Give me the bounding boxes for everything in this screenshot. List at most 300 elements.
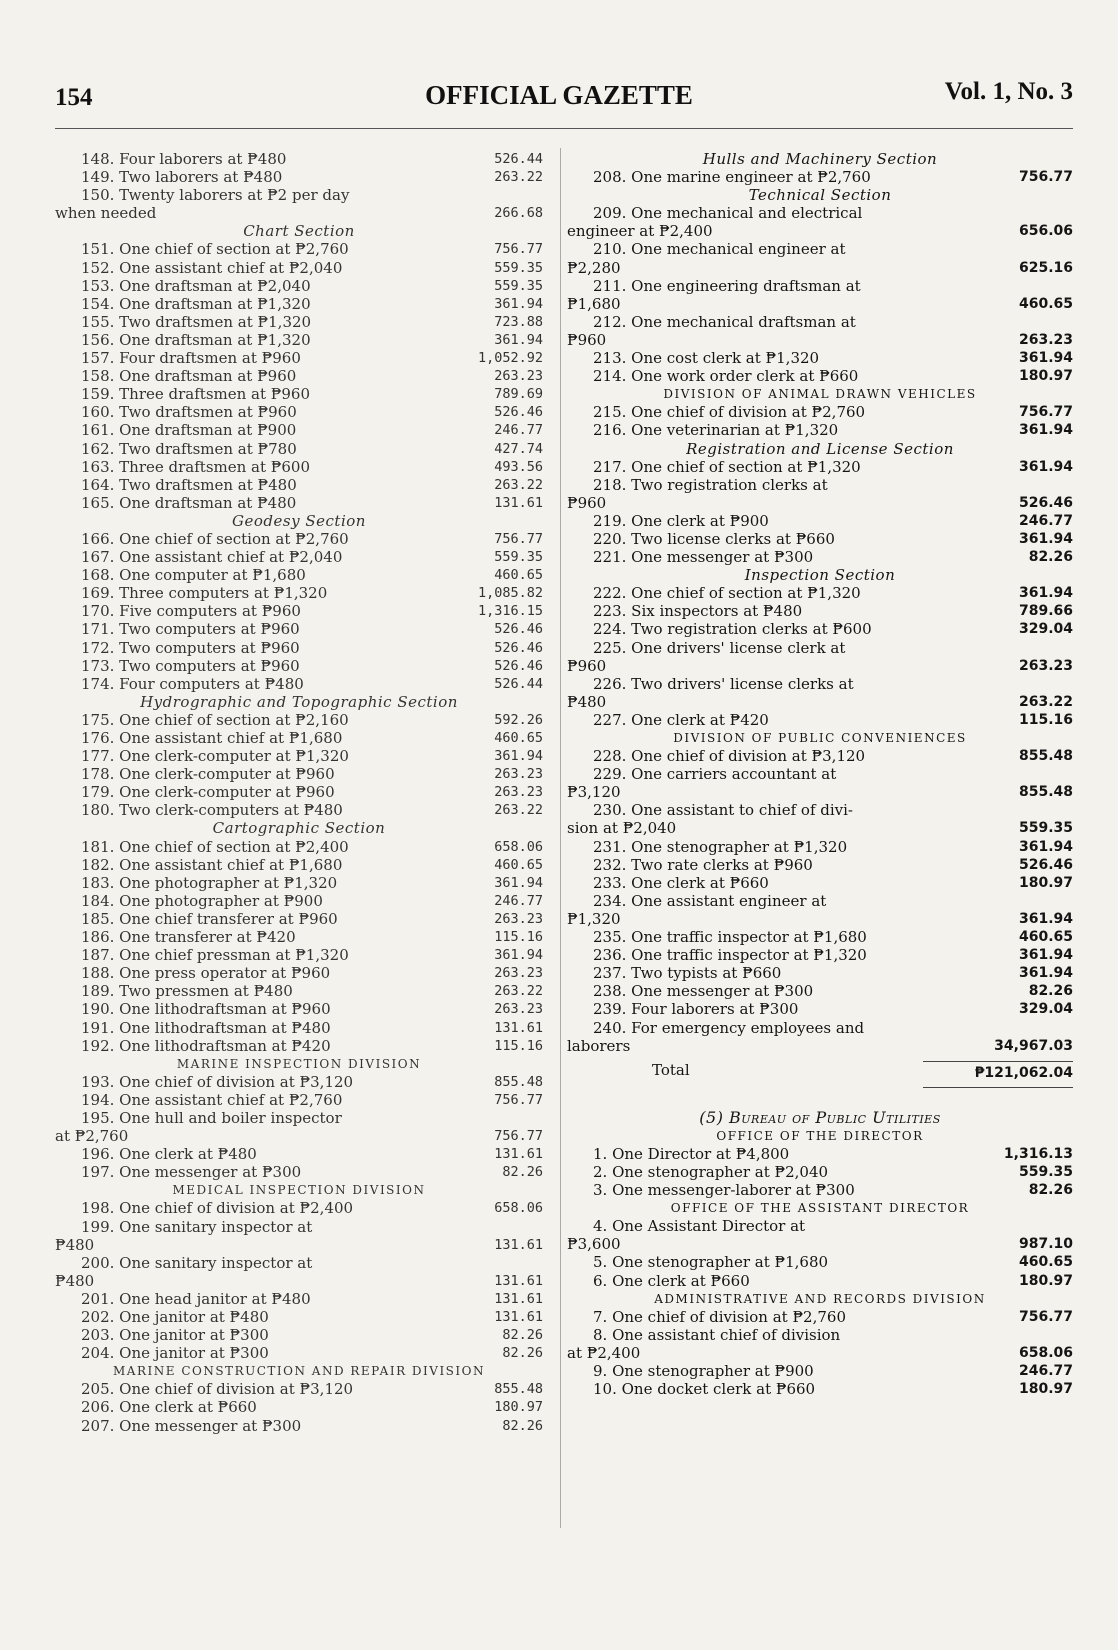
entry-text: ₱1,680 [567, 294, 621, 313]
line-item [55, 494, 543, 512]
entry-text: Chart Section [243, 222, 355, 241]
entry-amount: 263.23 [494, 784, 543, 801]
line-item [567, 476, 1073, 494]
entry-text: ₱960 [567, 493, 607, 512]
entry-text: 202. One janitor at ₱480 [81, 1308, 269, 1326]
entry-text: 211. One engineering draftsman at [593, 276, 861, 295]
line-item [567, 1000, 1073, 1018]
entry-text: at ₱2,760 [55, 1127, 129, 1146]
entry-amount: 115.16 [1018, 711, 1073, 728]
line-item-continuation [567, 331, 1073, 349]
line-item [55, 657, 543, 675]
line-item [567, 240, 1073, 258]
total-row [567, 1061, 1073, 1085]
entry-text: 191. One lithodraftsman at ₱480 [81, 1018, 331, 1037]
line-item [55, 620, 543, 638]
line-item [55, 168, 543, 186]
line-item [567, 801, 1073, 819]
entry-amount: 329.04 [1018, 621, 1073, 638]
entry-amount: 526.46 [1018, 494, 1073, 511]
line-item [567, 1362, 1073, 1380]
line-item [55, 639, 543, 657]
line-item [567, 765, 1073, 783]
entry-text: 156. One draftsman at ₱1,320 [81, 330, 311, 349]
line-item [55, 530, 543, 548]
entry-text: Registration and License Section [686, 439, 954, 458]
entry-text: 181. One chief of section at ₱2,400 [81, 837, 349, 856]
entry-amount: 526.44 [494, 151, 543, 167]
line-item [55, 277, 543, 295]
entry-amount: 559.35 [1018, 1163, 1073, 1180]
line-item [567, 313, 1073, 331]
line-item [567, 1308, 1073, 1326]
entry-text: 231. One stenographer at ₱1,320 [593, 837, 848, 856]
entry-amount: 658.06 [494, 1200, 543, 1217]
line-item [567, 675, 1073, 693]
entry-text: 229. One carriers accountant at [593, 765, 837, 784]
entry-text: 233. One clerk at ₱660 [593, 873, 769, 892]
entry-amount: 263.23 [494, 965, 543, 982]
entry-amount: 246.77 [494, 422, 543, 439]
entry-text: Technical Section [748, 186, 892, 205]
entry-text: 228. One chief of division at ₱3,120 [593, 747, 866, 766]
line-item-continuation [567, 1344, 1073, 1362]
entry-text: 216. One veterinarian at ₱1,320 [593, 421, 839, 440]
entry-amount: 180.97 [1018, 874, 1073, 891]
entry-amount: 180.97 [1018, 1272, 1073, 1289]
line-item [55, 1019, 543, 1037]
entry-amount: 559.35 [1018, 820, 1073, 837]
entry-amount: 361.94 [1018, 530, 1073, 547]
line-item-continuation [55, 204, 543, 222]
entry-amount: 1,316.13 [1003, 1145, 1073, 1162]
line-item [567, 946, 1073, 964]
entry-amount: 246.77 [1018, 512, 1073, 529]
entry-amount: 526.44 [494, 675, 543, 692]
entry-text: 223. Six inspectors at ₱480 [593, 602, 803, 621]
line-item [55, 711, 543, 729]
entry-text: 6. One clerk at ₱660 [593, 1271, 750, 1290]
entry-amount: 789.66 [1018, 603, 1073, 620]
division-heading [55, 1181, 543, 1199]
entry-amount: 855.48 [1018, 784, 1073, 801]
entry-text: MARINE INSPECTION DIVISION [176, 1056, 422, 1071]
entry-text: Inspection Section [744, 566, 896, 585]
line-item [55, 1218, 543, 1236]
line-item [55, 259, 543, 277]
line-item [567, 548, 1073, 566]
entry-text: 176. One assistant chief at ₱1,680 [81, 729, 343, 747]
entry-text: 168. One computer at ₱1,680 [81, 566, 306, 585]
entry-amount: 263.23 [494, 766, 543, 783]
entry-amount: 131.61 [494, 1309, 543, 1325]
line-item [567, 421, 1073, 439]
entry-amount: 460.65 [494, 567, 543, 584]
entry-text: 175. One chief of section at ₱2,160 [81, 710, 349, 729]
entry-text: ₱960 [567, 330, 607, 349]
entry-amount: 131.61 [494, 1236, 543, 1253]
entry-amount: 361.94 [1018, 422, 1073, 439]
line-item [55, 367, 543, 385]
line-item-continuation [55, 1272, 543, 1290]
entry-text: 161. One draftsman at ₱900 [81, 421, 297, 440]
line-item [55, 1199, 543, 1217]
line-item [55, 295, 543, 313]
entry-amount: 427.74 [494, 440, 543, 457]
line-item [567, 512, 1073, 530]
line-item [55, 1380, 543, 1398]
entry-text: 184. One photographer at ₱900 [81, 891, 323, 910]
entry-text: 234. One assistant engineer at [593, 891, 827, 910]
entry-text: 182. One assistant chief at ₱1,680 [81, 855, 343, 874]
line-item [567, 367, 1073, 385]
entry-amount: 1,085.82 [477, 585, 543, 602]
line-item [55, 476, 543, 494]
entry-text: MEDICAL INSPECTION DIVISION [172, 1183, 426, 1198]
entry-text: ₱3,600 [567, 1235, 621, 1254]
entry-amount: 263.22 [494, 476, 543, 493]
line-item [55, 1290, 543, 1308]
line-item [55, 349, 543, 367]
entry-text: sion at ₱2,040 [567, 819, 677, 838]
line-item [55, 1163, 543, 1181]
section-heading [567, 150, 1073, 168]
division-heading [567, 1199, 1073, 1217]
line-item [55, 240, 543, 258]
entry-amount: 526.46 [494, 657, 543, 674]
line-item [55, 964, 543, 982]
entry-text: (5) Bureau of Public Utilities [699, 1107, 941, 1127]
entry-amount: 361.94 [494, 748, 543, 765]
entry-amount: 756.77 [1018, 404, 1073, 421]
division-heading [55, 1055, 543, 1073]
line-item-continuation [567, 819, 1073, 837]
entry-amount: 361.94 [494, 874, 543, 891]
line-item [55, 1417, 543, 1435]
entry-text: 188. One press operator at ₱960 [81, 964, 331, 983]
line-item-continuation [567, 1037, 1073, 1055]
entry-text: 232. Two rate clerks at ₱960 [593, 855, 813, 874]
entry-text: 10. One docket clerk at ₱660 [593, 1380, 816, 1399]
line-item [55, 186, 543, 204]
entry-text: Hydrographic and Topographic Section [140, 692, 458, 711]
line-item [55, 385, 543, 403]
entry-text: 154. One draftsman at ₱1,320 [81, 294, 311, 313]
entry-text: 210. One mechanical engineer at [593, 240, 846, 259]
entry-text: 163. Three draftsmen at ₱600 [81, 457, 311, 476]
line-item [55, 458, 543, 476]
entry-text: 238. One messenger at ₱300 [593, 982, 814, 1001]
section-heading [55, 222, 543, 240]
entry-amount: 263.22 [494, 802, 543, 819]
line-item [55, 1109, 543, 1127]
entry-amount: 115.16 [494, 1037, 543, 1054]
entry-amount: 246.77 [494, 892, 543, 909]
line-item [55, 584, 543, 602]
entry-text: ₱480 [55, 1235, 95, 1254]
entry-amount: 658.06 [1018, 1344, 1073, 1361]
entry-amount: ₱121,062.04 [923, 1061, 1073, 1082]
line-item [567, 403, 1073, 421]
entry-text: 169. Three computers at ₱1,320 [81, 584, 328, 603]
entry-amount: 756.77 [494, 530, 543, 547]
entry-amount: 263.23 [494, 910, 543, 927]
entry-amount: 361.94 [1018, 585, 1073, 602]
entry-amount: 1,316.15 [477, 603, 543, 620]
entry-text: 193. One chief of division at ₱3,120 [81, 1072, 354, 1091]
entry-text: 199. One sanitary inspector at [81, 1217, 313, 1236]
entry-amount: 361.94 [494, 331, 543, 348]
entry-text: when needed [55, 204, 157, 223]
entry-amount: 82.26 [502, 1327, 543, 1344]
entry-text: 207. One messenger at ₱300 [81, 1416, 302, 1435]
entry-amount: 263.22 [494, 169, 543, 186]
line-item [567, 982, 1073, 1000]
entry-amount: 263.23 [1018, 657, 1073, 674]
line-item-continuation [567, 222, 1073, 240]
line-item [567, 584, 1073, 602]
entry-amount: 246.77 [1018, 1363, 1073, 1379]
entry-text: 217. One chief of section at ₱1,320 [593, 457, 861, 476]
entry-text: 190. One lithodraftsman at ₱960 [81, 1000, 331, 1019]
entry-text: 219. One clerk at ₱900 [593, 511, 769, 530]
line-item [567, 892, 1073, 910]
entry-text: 220. Two license clerks at ₱660 [593, 529, 835, 548]
entry-amount: 361.94 [494, 295, 543, 312]
line-item [567, 1181, 1073, 1199]
line-item [567, 964, 1073, 982]
line-item [55, 421, 543, 439]
entry-amount: 460.65 [1018, 929, 1073, 946]
entry-text: 225. One drivers' license clerk at [593, 638, 846, 657]
entry-amount: 756.77 [494, 241, 543, 258]
entry-text: 197. One messenger at ₱300 [81, 1163, 302, 1182]
line-item [55, 440, 543, 458]
entry-text: 215. One chief of division at ₱2,760 [593, 403, 866, 422]
line-item [55, 946, 543, 964]
entry-text: 171. Two computers at ₱960 [81, 620, 300, 639]
entry-text: 230. One assistant to chief of divi- [593, 801, 854, 820]
entry-amount: 263.22 [1018, 693, 1073, 710]
entry-amount: 987.10 [1018, 1236, 1073, 1253]
entry-amount: 131.61 [494, 1019, 543, 1036]
line-item [55, 1091, 543, 1109]
entry-text: 192. One lithodraftsman at ₱420 [81, 1036, 331, 1055]
line-item [55, 982, 543, 1000]
entry-text: 160. Two draftsmen at ₱960 [81, 403, 297, 422]
line-item-continuation [567, 259, 1073, 277]
entry-amount: 115.16 [494, 929, 543, 946]
line-item [55, 1344, 543, 1362]
right-column [567, 150, 1073, 1398]
entry-text: ₱3,120 [567, 783, 621, 802]
page-number: 154 [55, 84, 93, 111]
line-item [55, 838, 543, 856]
column-divider [560, 148, 561, 1528]
entry-amount: 361.94 [1018, 350, 1073, 367]
line-item [567, 856, 1073, 874]
entry-text: 7. One chief of division at ₱2,760 [593, 1307, 846, 1326]
entry-amount: 526.46 [494, 621, 543, 638]
line-item-continuation [567, 657, 1073, 675]
line-item [567, 1253, 1073, 1271]
line-item [567, 204, 1073, 222]
publication-title: OFFICIAL GAZETTE [425, 80, 693, 110]
entry-amount: 789.69 [494, 386, 543, 403]
entry-text: 153. One draftsman at ₱2,040 [81, 276, 311, 295]
entry-text: 152. One assistant chief at ₱2,040 [81, 258, 343, 277]
division-heading [567, 1127, 1073, 1145]
line-item-continuation [567, 1235, 1073, 1253]
entry-amount: 625.16 [1018, 259, 1073, 276]
line-item [55, 856, 543, 874]
line-item [567, 458, 1073, 476]
line-item-continuation [567, 910, 1073, 928]
line-item [55, 331, 543, 349]
spacer [567, 1085, 1073, 1109]
entry-text: 3. One messenger-laborer at ₱300 [593, 1181, 855, 1200]
entry-text: ₱2,280 [567, 258, 621, 277]
entry-text: 237. Two typists at ₱660 [593, 964, 782, 983]
line-item [567, 530, 1073, 548]
division-heading [567, 729, 1073, 747]
line-item [567, 874, 1073, 892]
line-item [55, 313, 543, 331]
line-item [567, 602, 1073, 620]
line-item [567, 928, 1073, 946]
entry-amount: 180.97 [494, 1399, 543, 1416]
line-item [55, 747, 543, 765]
entry-text: 183. One photographer at ₱1,320 [81, 873, 338, 892]
entry-text: 204. One janitor at ₱300 [81, 1344, 269, 1363]
line-item-continuation [55, 1127, 543, 1145]
line-item [55, 548, 543, 566]
entry-amount: 460.65 [494, 856, 543, 873]
entry-text: 177. One clerk-computer at ₱1,320 [81, 747, 349, 766]
line-item [55, 1398, 543, 1416]
entry-text: 155. Two draftsmen at ₱1,320 [81, 312, 312, 331]
section-heading [55, 693, 543, 711]
entry-text: 2. One stenographer at ₱2,040 [593, 1162, 829, 1181]
line-item [55, 729, 543, 747]
entry-amount: 756.77 [1018, 1308, 1073, 1325]
entry-text: 186. One transferer at ₱420 [81, 928, 296, 947]
line-item [567, 620, 1073, 638]
entry-text: DIVISION OF PUBLIC CONVENIENCES [673, 731, 967, 745]
entry-text: 164. Two draftsmen at ₱480 [81, 475, 297, 494]
entry-text: 222. One chief of section at ₱1,320 [593, 584, 861, 603]
line-item [55, 1037, 543, 1055]
line-item-continuation [567, 494, 1073, 512]
entry-amount: 756.77 [494, 1128, 543, 1145]
line-item [567, 1217, 1073, 1235]
entry-text: 187. One chief pressman at ₱1,320 [81, 946, 349, 965]
entry-amount: 131.61 [494, 494, 543, 511]
entry-amount: 559.35 [494, 277, 543, 294]
line-item [567, 168, 1073, 186]
entry-amount: 855.48 [1018, 748, 1073, 765]
entry-text: 200. One sanitary inspector at [81, 1253, 313, 1272]
entry-text: 185. One chief transferer at ₱960 [81, 909, 338, 928]
line-item [55, 675, 543, 693]
entry-text: 9. One stenographer at ₱900 [593, 1362, 814, 1380]
entry-text: 178. One clerk-computer at ₱960 [81, 765, 335, 784]
entry-amount: 855.48 [494, 1073, 543, 1090]
entry-text: DIVISION OF ANIMAL DRAWN VEHICLES [663, 387, 977, 402]
entry-amount: 460.65 [1018, 1254, 1073, 1271]
line-item [567, 639, 1073, 657]
division-heading [55, 1362, 543, 1380]
entry-amount: 526.46 [1018, 856, 1073, 873]
entry-amount: 658.06 [494, 838, 543, 855]
entry-text: 205. One chief of division at ₱3,120 [81, 1380, 354, 1399]
section-heading [55, 819, 543, 837]
entry-amount: 82.26 [502, 1345, 543, 1362]
line-item [55, 874, 543, 892]
entry-amount: 266.68 [494, 205, 543, 222]
entry-text: Geodesy Section [232, 511, 366, 530]
line-item [567, 1019, 1073, 1037]
section-heading [567, 566, 1073, 584]
entry-text: 201. One head janitor at ₱480 [81, 1289, 311, 1308]
line-item [55, 566, 543, 584]
entry-text: 226. Two drivers' license clerks at [593, 674, 854, 693]
division-heading [567, 1290, 1073, 1308]
line-item [567, 1145, 1073, 1163]
entry-amount: 559.35 [494, 549, 543, 566]
entry-text: ₱480 [55, 1271, 95, 1290]
entry-text: 189. Two pressmen at ₱480 [81, 982, 293, 1001]
entry-text: 150. Twenty laborers at ₱2 per day [81, 186, 350, 205]
line-item [55, 1326, 543, 1344]
entry-amount: 361.94 [1018, 947, 1073, 964]
entry-text: 159. Three draftsmen at ₱960 [81, 385, 311, 404]
entry-text: 221. One messenger at ₱300 [593, 548, 814, 567]
entry-amount: 131.61 [494, 1146, 543, 1163]
entry-text: ₱480 [567, 692, 607, 711]
line-item [55, 783, 543, 801]
entry-text: 165. One draftsman at ₱480 [81, 493, 297, 512]
line-item [567, 1272, 1073, 1290]
entry-amount: 460.65 [494, 730, 543, 746]
line-item [55, 403, 543, 421]
line-item [567, 1163, 1073, 1181]
section-heading [567, 440, 1073, 458]
line-item-continuation [567, 783, 1073, 801]
entry-text: 208. One marine engineer at ₱2,760 [593, 168, 871, 187]
entry-amount: 263.23 [1018, 331, 1073, 348]
line-item-continuation [55, 1236, 543, 1254]
entry-amount: 756.77 [1018, 169, 1073, 186]
line-item [567, 711, 1073, 729]
division-heading [567, 385, 1073, 403]
line-item [55, 910, 543, 928]
entry-amount: 723.88 [494, 313, 543, 330]
entry-text: 206. One clerk at ₱660 [81, 1398, 257, 1417]
entry-text: 157. Four draftsmen at ₱960 [81, 349, 301, 368]
line-item [567, 1380, 1073, 1398]
entry-amount: 34,967.03 [994, 1037, 1073, 1054]
entry-text: 166. One chief of section at ₱2,760 [81, 529, 349, 548]
entry-text: ₱960 [567, 656, 607, 675]
entry-text: laborers [567, 1036, 631, 1055]
entry-amount: 460.65 [1018, 295, 1073, 312]
line-item [55, 892, 543, 910]
line-item [567, 838, 1073, 856]
entry-text: 148. Four laborers at ₱480 [81, 150, 287, 168]
entry-amount: 263.23 [494, 368, 543, 385]
entry-text: ADMINISTRATIVE AND RECORDS DIVISION [654, 1291, 986, 1306]
